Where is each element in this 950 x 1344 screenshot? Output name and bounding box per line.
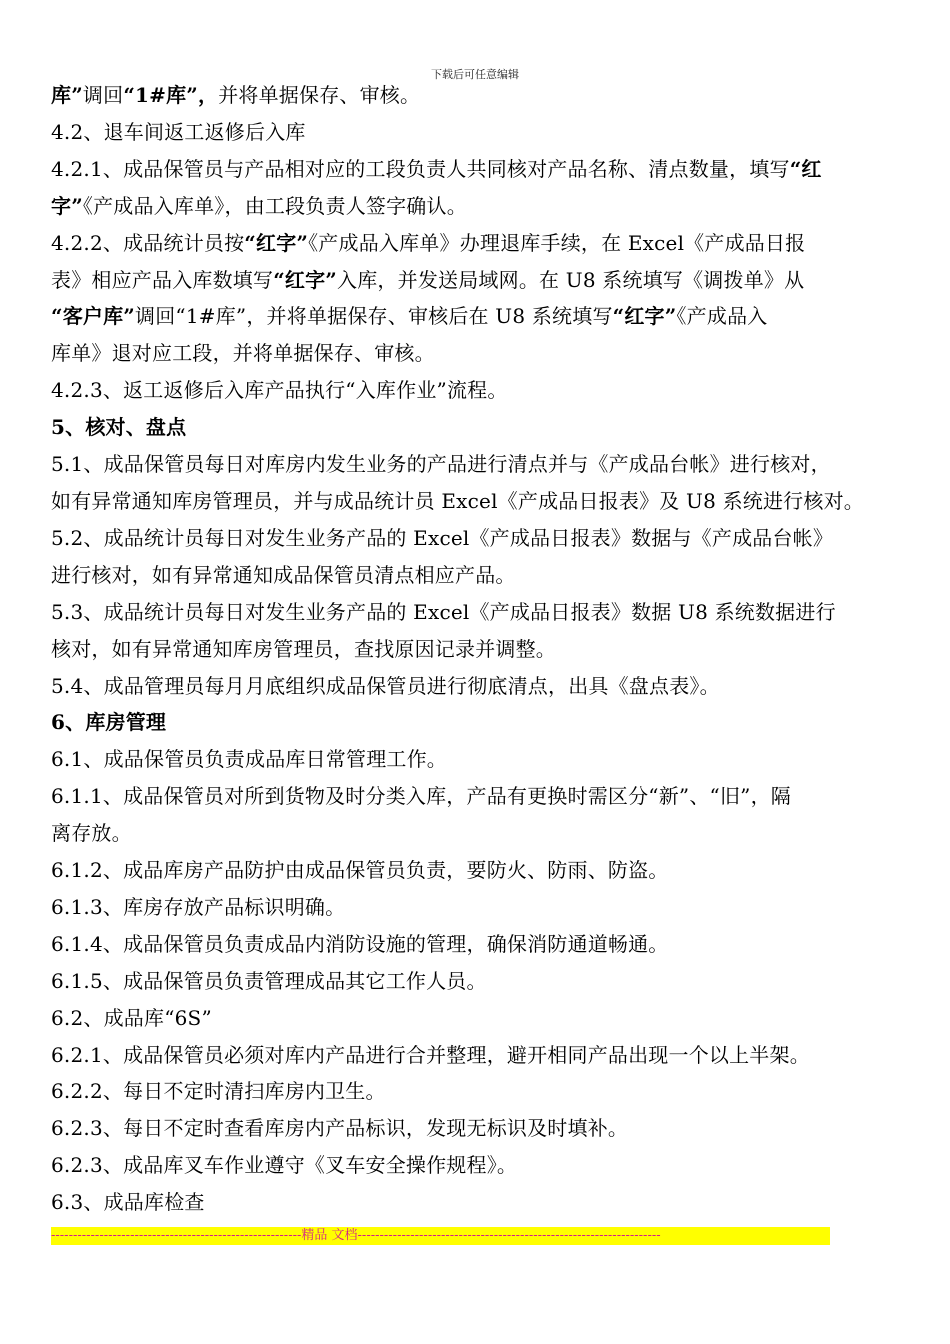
text-line [51,1147,911,1184]
text-segment: 如有异常通知库房管理员，并与成品统计员 Excel《产成品日报表》及 U8 系统进行核对。 [51,488,864,513]
text-segment: 5.3、成品统计员每日对发生业务产品的 Excel《产成品日报表》数据 U8 系统数据进行 [51,599,836,624]
text-segment: 并将单据保存、审核。 [218,83,421,107]
text-segment: 6.2.3、成品库叉车作业遵守《叉车安全操作规程》。 [51,1153,518,1178]
bold-text-segment: “红字” [244,230,309,255]
bold-text-segment: “客户库” [51,304,136,329]
text-segment: 核对，如有异常通知库房管理员，查找原因记录并调整。 [51,636,556,661]
text-segment: 4.2.3、返工返修后入库产品执行“入库作业”流程。 [51,378,508,403]
text-segment: 表》相应产品入库数填写 [51,267,274,292]
text-line [51,778,911,815]
footer-left-dashes: --------------------------------------------------------- [51,1228,302,1243]
text-segment: 5.4、成品管理员每月月底组织成品保管员进行彻底清点，出具《盘点表》。 [51,673,720,698]
text-line [51,225,911,262]
text-segment: 6.1.5、成品保管员负责管理成品其它工作人员。 [51,968,487,993]
text-line [51,372,911,409]
text-segment: 6.2.2、每日不定时清扫库房内卫生。 [51,1079,386,1104]
footer-right-dashes: --------------------------------------------------------------------- [357,1228,661,1243]
text-line [51,594,911,631]
text-line [51,446,911,483]
text-segment: 《产成品入 [676,304,768,329]
text-segment: 6.2、成品库“6S” [51,1005,212,1030]
text-line [51,741,911,778]
bold-text-segment: “红 [789,156,822,181]
text-line [51,151,911,188]
text-line [51,557,911,594]
footer-banner [51,1227,830,1245]
text-line [51,520,911,557]
text-line [51,77,911,114]
text-segment: 6.1.2、成品库房产品防护由成品保管员负责，要防火、防雨、防盗。 [51,858,669,883]
text-segment: 6.3、成品库检查 [51,1190,205,1215]
text-line [51,188,911,225]
text-line [51,114,911,151]
text-line [51,335,911,372]
text-line [51,298,911,335]
bold-text-segment: 库” [51,83,83,107]
text-line [51,1000,911,1037]
text-segment: 《产成品入库单》，由工段负责人签字确认。 [82,193,467,218]
text-line [51,1184,911,1221]
text-line [51,631,911,668]
text-line [51,1037,911,1074]
text-line [51,926,911,963]
text-segment: 库单》退对应工段，并将单据保存、审核。 [51,341,435,366]
text-segment: 6.1.3、库房存放产品标识明确。 [51,894,346,919]
text-segment: 5.1、成品保管员每日对库房内发生业务的产品进行清点并与《产成品台帐》进行核对， [51,452,831,477]
text-segment: 6.1、成品保管员负责成品库日常管理工作。 [51,747,448,772]
text-segment: 6.2.3、每日不定时查看库房内产品标识，发现无标识及时填补。 [51,1116,629,1141]
text-segment: 调回 [82,83,124,107]
text-segment: 6.1.1、成品保管员对所到货物及时分类入库，产品有更换时需区分“新”、“旧”，隔 [51,784,791,809]
text-segment: 5.2、成品统计员每日对发生业务产品的 Excel《产成品日报表》数据与《产成品台帐》 [51,525,834,550]
document-body [51,77,911,1221]
text-line [51,852,911,889]
text-line [51,1110,911,1147]
text-line [51,483,911,520]
bold-text-segment: 6、库房管理 [51,710,167,735]
text-line [51,704,911,741]
header-note: 下载后可任意编辑 [431,68,519,81]
bold-text-segment: “红字” [273,267,338,292]
bold-text-segment: “红字” [612,304,677,329]
text-line [51,409,911,446]
text-segment: 6.2.1、成品保管员必须对库内产品进行合并整理，避开相同产品出现一个以上半架。 [51,1042,810,1067]
text-segment: 调回“1#库”，并将单据保存、审核后在 U8 系统填写 [135,304,613,329]
text-line [51,1073,911,1110]
footer-label: 精品 文档 [301,1228,358,1243]
text-segment: 4.2、退车间返工返修后入库 [51,119,306,144]
text-segment: 4.2.2、成品统计员按 [51,230,245,255]
text-segment: 离存放。 [51,821,132,846]
bold-text-segment: 5、核对、盘点 [51,415,187,440]
bold-text-segment: 字” [51,193,83,218]
text-segment: 进行核对，如有异常通知成品保管员清点相应产品。 [51,562,516,587]
text-line [51,668,911,705]
text-segment: 入库，并发送局域网。在 U8 系统填写《调拨单》从 [337,267,805,292]
text-segment: 《产成品入库单》办理退库手续，在 Excel《产成品日报 [308,230,806,255]
text-line [51,889,911,926]
text-line [51,963,911,1000]
text-line [51,815,911,852]
text-segment: 4.2.1、成品保管员与产品相对应的工段负责人共同核对产品名称、清点数量，填写 [51,156,790,181]
bold-text-segment: “1#库”， [123,83,219,107]
text-segment: 6.1.4、成品保管员负责成品内消防设施的管理，确保消防通道畅通。 [51,931,669,956]
text-line [51,262,911,299]
